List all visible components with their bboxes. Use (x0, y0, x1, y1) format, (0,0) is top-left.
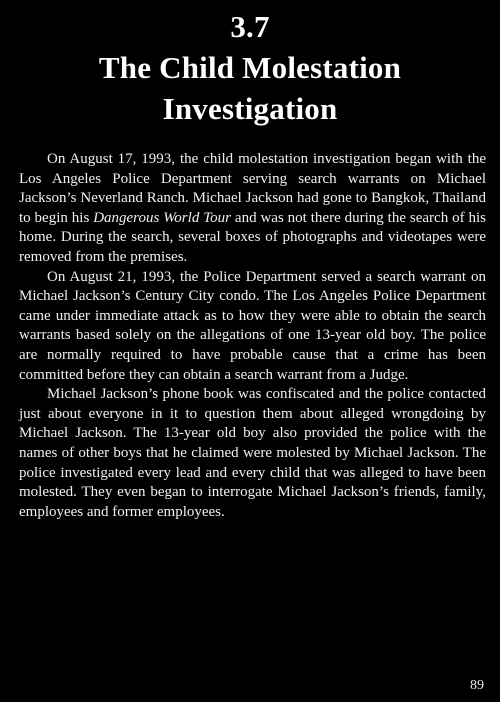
paragraph-1-text-end: and was not there during the search of his home. During the search, several boxes of photographs and videotapes were removed from the premises. (19, 209, 486, 265)
body-text (19, 150, 486, 522)
section-title-line-2: Investigation (162, 91, 338, 126)
paragraph-1-italic-title: Dangerous World Tour (93, 209, 232, 226)
paragraph-1 (19, 150, 486, 268)
section-title-line-1: The Child Molestation (98, 50, 402, 85)
section-number: 3.7 (230, 9, 270, 44)
paragraph-1-text-start: On August 17, 1993, the child molestation investigation began with the Los Angeles Police Department serving search warrants on Michael Jackson’s Neverland Ranch. Michael Jackson had gone to Bangkok, Thailand to begin his (19, 151, 486, 226)
paragraph-3: Michael Jackson’s phone book was confiscated and the police contacted just about everyone in it to question them about alleged wrongdoing by Michael Jackson. The 13-year old boy also provided the police with the names of other boys that he claimed were molested by Michael Jackson. The police investigated every lead and every child that was alleged to have been molested. They even began to interrogate Michael Jackson’s friends, family, employees and former employees. (19, 386, 486, 520)
chapter-heading (0, 6, 500, 129)
paragraph-2: On August 21, 1993, the Police Department served a search warrant on Michael Jackson’s Century City condo. The Los Angeles Police Department came under immediate attack as to how they were able to obtain the search warrants based solely on the allegations of one 13-year old boy. The police are normally required to have probable cause that a crime has been committed before they can obtain a search warrant from a Judge. (19, 268, 486, 383)
page-number: 89 (470, 678, 484, 693)
